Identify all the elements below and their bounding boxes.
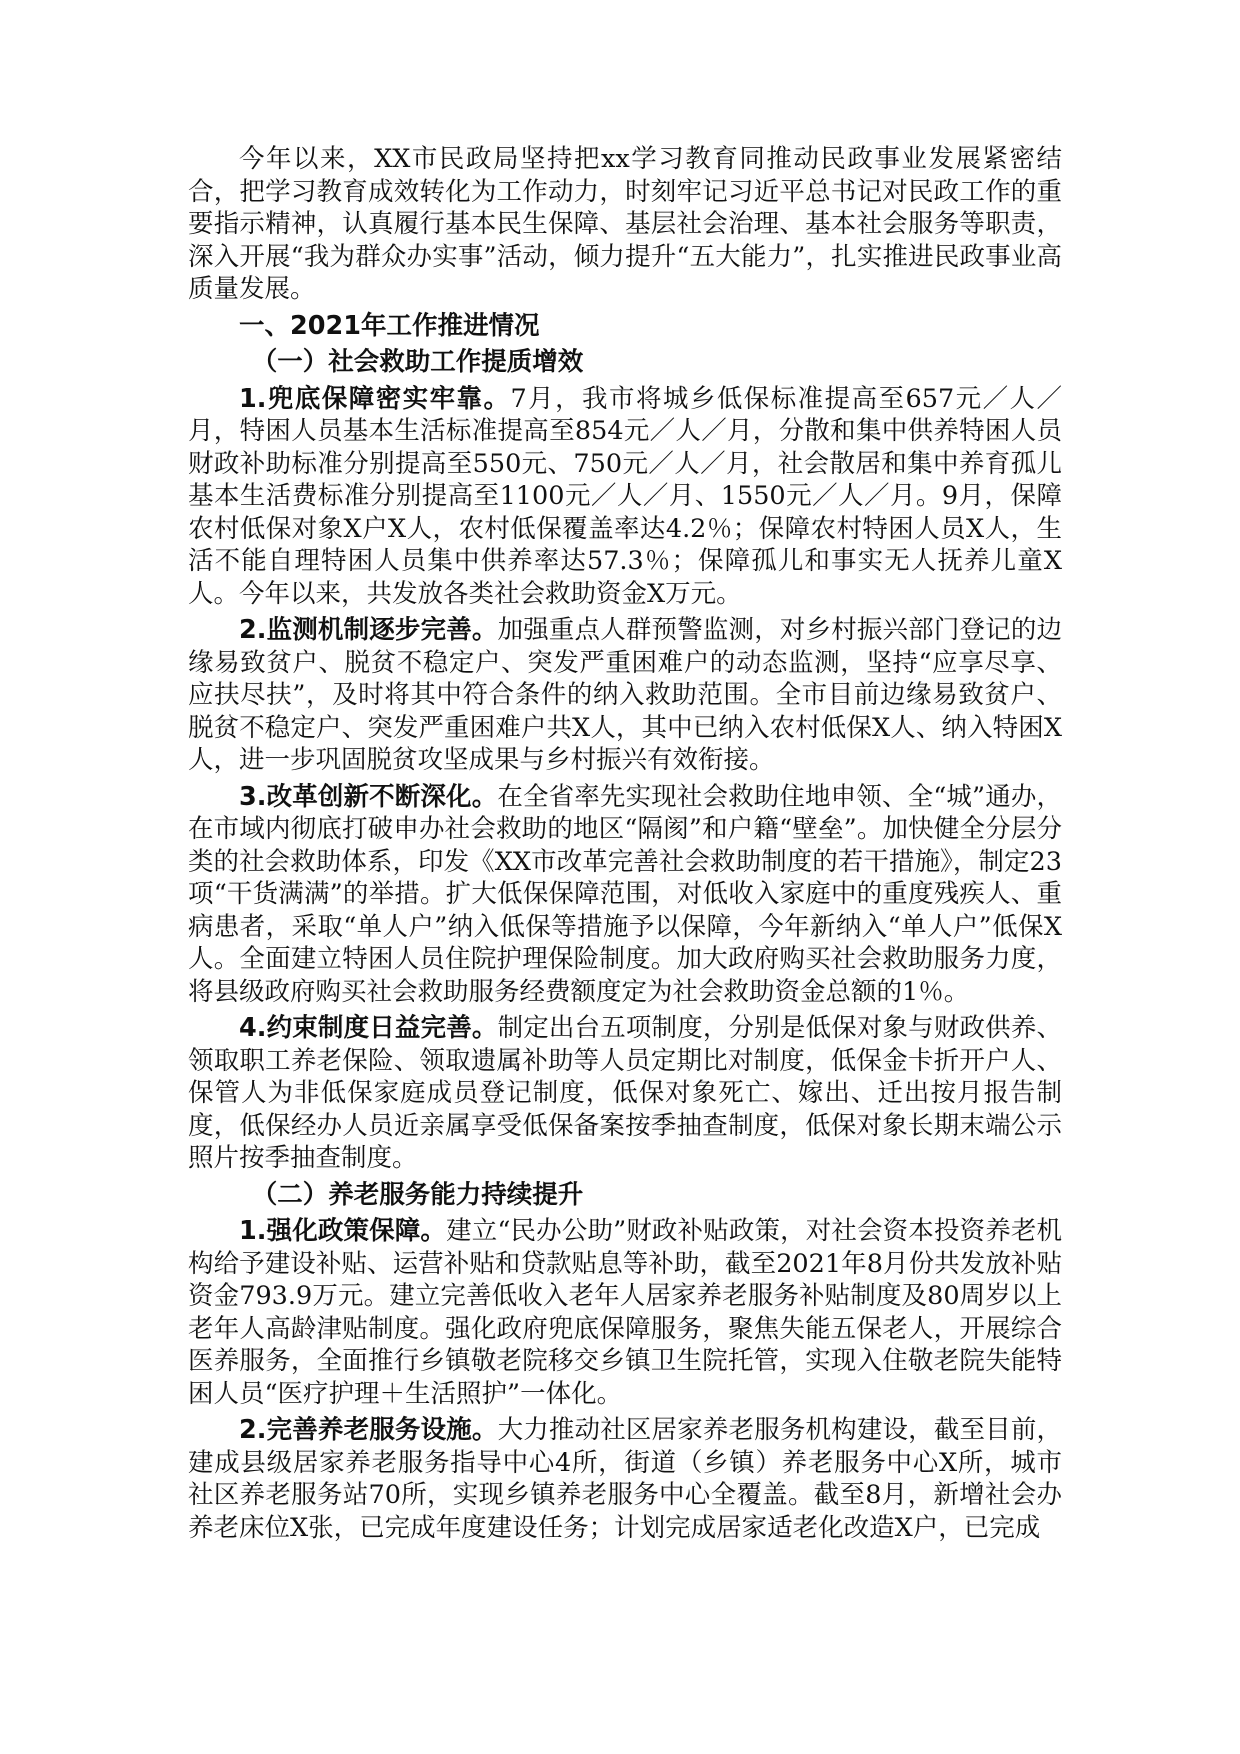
paragraph bbox=[188, 1012, 1062, 1175]
paragraph-text: 大力推动社区居家养老服务机构建设，截至目前，建成县级居家养老服务指导中心4所，街道（乡镇）养老服务中心X所，城市社区养老服务站70所，实现乡镇养老服务中心全覆盖。截至8月，新增社会办养老床位X张，已完成年度建设任务；计划完成居家适老化改造X户，已完成 bbox=[188, 1415, 1062, 1543]
paragraph bbox=[188, 383, 1062, 611]
paragraph-text: 加强重点人群预警监测，对乡村振兴部门登记的边缘易致贫户、脱贫不稳定户、突发严重困难户的动态监测，坚持“应享尽享、应扶尽扶”，及时将其中符合条件的纳入救助范围。全市目前边缘易致贫户、脱贫不稳定户、突发严重困难户共X人，其中已纳入农村低保X人、纳入特困X人，进一步巩固脱贫攻坚成果与乡村振兴有效衔接。 bbox=[188, 615, 1062, 775]
intro-paragraph: 今年以来，XX市民政局坚持把xx学习教育同推动民政事业发展紧密结合，把学习教育成效转化为工作动力，时刻牢记习近平总书记对民政工作的重要指示精神，认真履行基本民生保障、基层社会治理、基本社会服务等职责，深入开展“我为群众办实事”活动，倾力提升“五大能力”，扎实推进民政事业高质量发展。 bbox=[188, 144, 1062, 304]
paragraph-lead: 1.强化政策保障。 bbox=[239, 1216, 447, 1246]
paragraph-lead: 3.改革创新不断深化。 bbox=[239, 781, 498, 812]
document-page bbox=[188, 143, 1062, 1548]
paragraph-text: 建立“民办公助”财政补贴政策，对社会资本投资养老机构给予建设补贴、运营补贴和贷款贴息等补助，截至2021年8月份共发放补贴资金793.9万元。建立完善低收入老年人居家养老服务补贴制度及80周岁以上老年人高龄津贴制度。强化政府兜底保障服务，聚焦失能五保老人，开展综合医养服务，全面推行乡镇敬老院移交乡镇卫生院托管，实现入住敬老院失能特困人员“医疗护理＋生活照护”一体化。 bbox=[188, 1216, 1062, 1409]
paragraph-lead: 2.完善养老服务设施。 bbox=[239, 1415, 498, 1445]
paragraph bbox=[188, 781, 1062, 1009]
paragraph-text: 制定出台五项制度，分别是低保对象与财政供养、领取职工养老保险、领取遗属补助等人员定期比对制度，低保金卡折开户人、保管人为非低保家庭成员登记制度，低保对象死亡、嫁出、迁出按月报告制度，低保经办人员近亲属享受低保备案按季抽查制度，低保对象长期末端公示照片按季抽查制度。 bbox=[188, 1013, 1062, 1173]
paragraph-text: 在全省率先实现社会救助住地申领、全“城”通办，在市域内彻底打破申办社会救助的地区“隔阂”和户籍“壁垒”。加快健全分层分类的社会救助体系，印发《XX市改革完善社会救助制度的若干措施》，制定23项“干货满满”的举措。扩大低保保障范围，对低收入家庭中的重度残疾人、重病患者，采取“单人户”纳入低保等措施予以保障，今年新纳入“单人户”低保X人。全面建立特困人员住院护理保险制度。加大政府购买社会救助服务力度，将县级政府购买社会救助服务经费额度定为社会救助资金总额的1％。 bbox=[188, 781, 1063, 1007]
heading-1: 一、2021年工作推进情况 bbox=[239, 310, 540, 341]
paragraph-text: 7月，我市将城乡低保标准提高至657元／人／月，特困人员基本生活标准提高至854元／人／月，分散和集中供养特困人员财政补助标准分别提高至550元、750元／人／月，社会散居和集中养育孤儿基本生活费标准分别提高至1100元／人／月、1550元／人／月。9月，保障农村低保对象X户X人，农村低保覆盖率达4.2％；保障农村特困人员X人，生活不能自理特困人员集中供养率达57.3％；保障孤儿和事实无人抚养儿童X人。今年以来，共发放各类社会救助资金X万元。 bbox=[188, 383, 1062, 609]
section-2-title: （二）养老服务能力持续提升 bbox=[251, 1179, 584, 1210]
paragraph-lead: 2.监测机制逐步完善。 bbox=[239, 615, 498, 645]
section-1-title: （一）社会救助工作提质增效 bbox=[251, 347, 584, 377]
paragraph bbox=[188, 1215, 1062, 1410]
paragraph bbox=[188, 1414, 1062, 1544]
paragraph bbox=[188, 614, 1062, 777]
paragraph-lead: 4.约束制度日益完善。 bbox=[239, 1013, 498, 1043]
paragraph-lead: 1.兜底保障密实牢靠。 bbox=[239, 383, 511, 414]
